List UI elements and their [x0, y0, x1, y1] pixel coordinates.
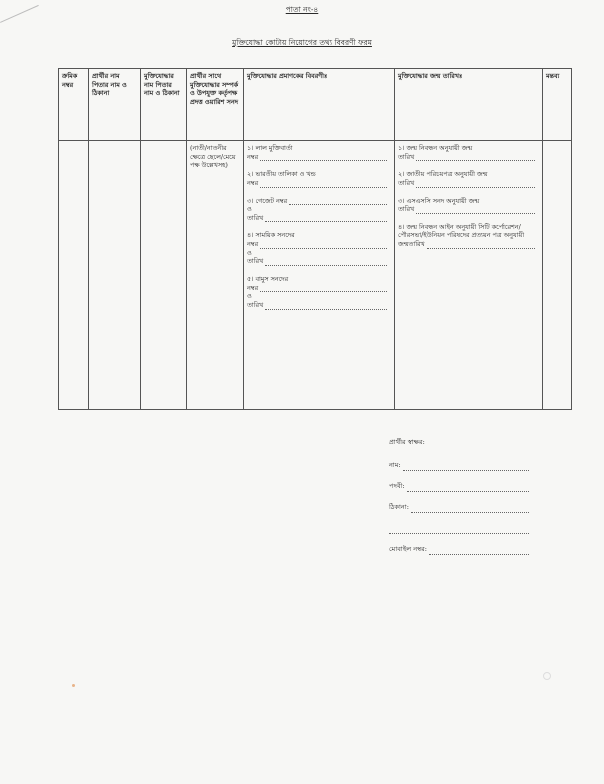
proof-item-1: [247, 144, 391, 161]
gazette-number-field[interactable]: [289, 197, 387, 205]
scan-speck: [543, 672, 551, 680]
cell-candidate[interactable]: [89, 141, 141, 410]
proof-line-label: তারিখ: [247, 257, 264, 266]
number-field[interactable]: [260, 284, 387, 292]
date-field[interactable]: [416, 153, 535, 161]
address-field[interactable]: [411, 505, 529, 513]
dob-item-title: ১। জন্ম নিবন্ধন অনুযায়ী জন্ম: [398, 144, 473, 152]
proof-line-label: ও: [247, 205, 252, 214]
name-label: নাম:: [389, 461, 401, 469]
relation-note: (নাতী/নাতনীর ক্ষেত্রে ছেলে/মেয়ে পক্ষ উল্লেখসহ): [190, 144, 236, 170]
cell-dob: [395, 141, 543, 410]
signature-block: [389, 436, 529, 555]
proof-item-title: ৩। গেজেট নম্বর: [247, 196, 288, 205]
cell-serial[interactable]: [59, 141, 89, 410]
header-proof: মুক্তিযোদ্ধার প্রমাণকের বিবরণীঃ: [244, 69, 395, 141]
dob-line-label: জন্মতারিখ: [398, 240, 425, 249]
proof-item-title: ২। ভারতীয় তালিকা ও খন্ড: [247, 170, 316, 179]
proof-line-label: নম্বর: [247, 240, 259, 249]
info-table: [58, 68, 572, 410]
designation-row: [389, 471, 529, 492]
address-row: [389, 492, 529, 513]
header-relation: প্রার্থীর সাথে মুক্তিযোদ্ধার সম্পর্ক ও উপযুক্ত কর্তৃপক্ষ প্রদত্ত ওয়ারিশ সনদ: [187, 69, 244, 141]
page-number: পাতা নং-৪: [285, 5, 319, 14]
proof-item-2: [247, 170, 391, 187]
dob-item-title: ৩। এসএসসি সনদ অনুযায়ী জন্ম: [398, 196, 480, 205]
date-field[interactable]: [416, 206, 535, 214]
dob-line-label: তারিখ: [398, 178, 415, 187]
proof-line-label: তারিখ: [247, 300, 264, 309]
dob-item-4: [398, 223, 539, 249]
number-field[interactable]: [260, 153, 387, 161]
number-field[interactable]: [260, 180, 387, 188]
cell-relation[interactable]: [187, 141, 244, 410]
number-field[interactable]: [260, 241, 387, 249]
proof-item-title: ৪। সাময়িক সনদের: [247, 231, 295, 240]
header-remarks: মন্তব্য: [543, 69, 572, 141]
mobile-label: মোবাইল নম্বর:: [389, 545, 427, 553]
dob-line-label: তারিখ: [398, 152, 415, 161]
date-field[interactable]: [416, 180, 535, 188]
designation-label: পদবী:: [389, 482, 405, 490]
header-dob: মুক্তিযোদ্ধার জন্ম তারিখঃ: [395, 69, 543, 141]
date-field[interactable]: [265, 258, 387, 266]
dob-item-title: ২। জাতীয় পরিচয়পত্র অনুযায়ী জন্ম: [398, 170, 488, 179]
name-field[interactable]: [403, 463, 529, 471]
dob-item-title: ৪। জন্ম নিবন্ধন আইন অনুযায়ী সিটি কর্পোরেশন/পৌরসভা/ইউনিয়ন পরিষদের প্রত্যয়ন পত্র অনুযায়ী: [398, 222, 525, 240]
address-field-2[interactable]: [389, 526, 529, 534]
cell-proof: [244, 141, 395, 410]
proof-line-label: ও: [247, 248, 252, 257]
address-label: ঠিকানা:: [389, 503, 410, 511]
proof-line-label: নম্বর: [247, 178, 259, 187]
date-field[interactable]: [265, 214, 387, 222]
dob-line-label: তারিখ: [398, 205, 415, 214]
dob-item-1: [398, 144, 539, 161]
name-row: [389, 450, 529, 471]
header-freedom-fighter: মুক্তিযোদ্ধার নাম পিতার নাম ও ঠিকানা: [141, 69, 187, 141]
proof-item-4: [247, 231, 391, 266]
dob-item-3: [398, 197, 539, 214]
signature-heading: প্রার্থীর স্বাক্ষর:: [389, 438, 425, 446]
date-field[interactable]: [265, 302, 387, 310]
proof-line-label: তারিখ: [247, 213, 264, 222]
proof-line-label: নম্বর: [247, 152, 259, 161]
proof-item-5: [247, 275, 391, 310]
dob-item-2: [398, 170, 539, 187]
proof-line-label: নম্বর: [247, 283, 259, 292]
proof-item-title: ১। লাল মুক্তিবার্তা: [247, 144, 293, 152]
table-body-row: [59, 141, 572, 410]
cell-remarks[interactable]: [543, 141, 572, 410]
cell-freedom-fighter[interactable]: [141, 141, 187, 410]
mobile-row: [389, 534, 529, 555]
header-serial: ক্রমিক নম্বর: [59, 69, 89, 141]
designation-field[interactable]: [407, 484, 529, 492]
date-field[interactable]: [427, 241, 535, 249]
mobile-field[interactable]: [429, 547, 529, 555]
address-row-2: [389, 513, 529, 534]
form-title: মুক্তিযোদ্ধা কোটায় নিয়োগের তথ্য বিবরণী ফরম: [232, 38, 372, 47]
table-header-row: [59, 69, 572, 141]
scan-speck: [72, 684, 75, 687]
proof-item-title: ৫। বামুস সনদের: [247, 275, 289, 284]
header-candidate: প্রার্থীর নাম পিতার নাম ও ঠিকানা: [89, 69, 141, 141]
proof-line-label: ও: [247, 292, 252, 301]
proof-item-3: [247, 197, 391, 223]
